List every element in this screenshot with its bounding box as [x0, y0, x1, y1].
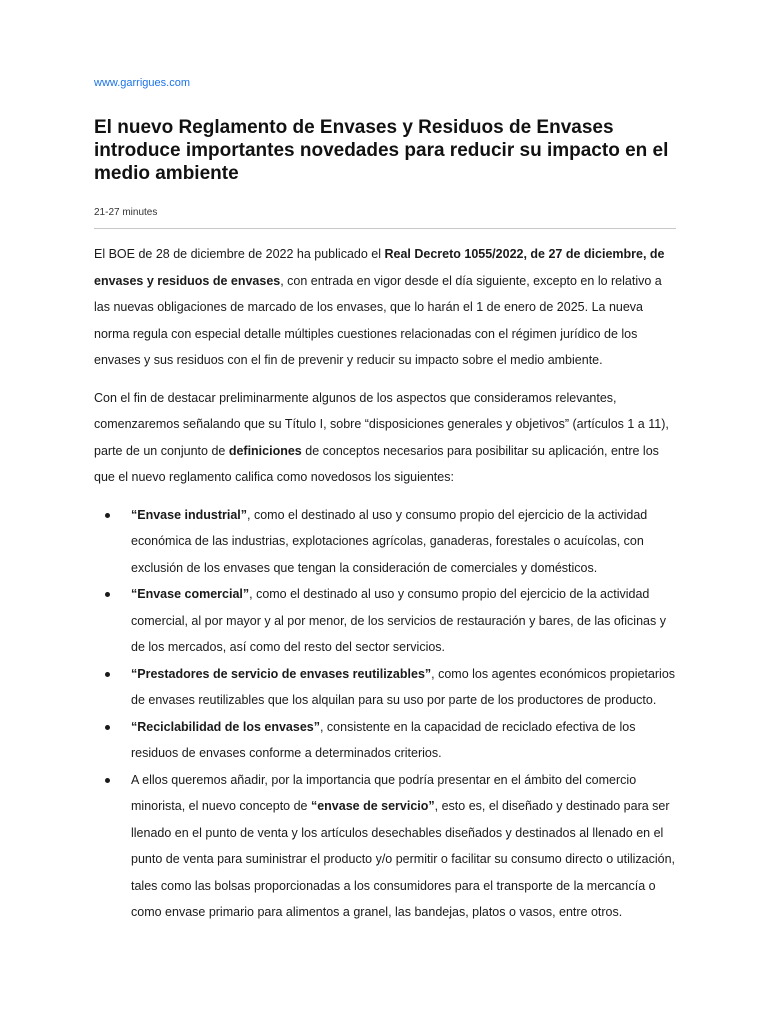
list-item [131, 767, 676, 926]
list-item-text: , como el destinado al uso y consumo propio del ejercicio de la actividad económica de las industrias, explotaciones agrícolas, ganaderas, forestales o acuícolas, con exclusión de los envases que tengan la consideración de comerciales y domésticos. [131, 507, 648, 575]
list-item-term: “Envase industrial” [131, 507, 248, 522]
list-item-text: A ellos queremos añadir, por la importancia que podría presentar en el ámbito del comercio minorista, el nuevo concepto de [131, 772, 637, 813]
list-item [131, 661, 676, 714]
list-item [131, 502, 676, 582]
divider [94, 228, 676, 229]
list-item-term: “Reciclabilidad de los envases” [131, 719, 320, 734]
definitions-term: definiciones [228, 443, 302, 458]
definitions-list [94, 502, 676, 926]
list-item-term: “envase de servicio” [310, 799, 435, 813]
list-item-term: “Envase comercial” [131, 587, 250, 601]
reading-time: 21-27 minutes [94, 207, 158, 218]
paragraph-text: Con el fin de destacar preliminarmente algunos de los aspectos que consideramos relevantes, comenzaremos señalando que su Título I, sobre “disposiciones generales y objetivos” (artículos 1 a 11), parte de un conjunto de [94, 390, 669, 458]
list-item-term: “Prestadores de servicio de envases reutilizables” [131, 666, 432, 681]
list-item-text: , como el destinado al uso y consumo propio del ejercicio de la actividad comercial, al por mayor y al por menor, de los servicios de restauración y bares, de las oficinas y de los mercados, así como del resto del sector servicios. [131, 587, 666, 654]
site-link[interactable]: www.garrigues.com [94, 77, 190, 89]
list-item-text: , esto es, el diseñado y destinado para ser llenado en el punto de venta y los artículos desechables diseñados y destinados al llenado en el punto de venta para suministrar el producto y/o permitir o facilitar su consumo directo o utilización, tales como las bolsas proporcionadas a los consumidores para el transporte de la mercancía o como envase primario para alimentos a granel, las bandejas, platos o vasos, entre otros. [131, 799, 676, 919]
paragraph-1 [94, 241, 676, 374]
decree-reference: Real Decreto 1055/2022, de 27 de diciembre, de envases y residuos de envases [94, 247, 665, 288]
page-title: El nuevo Reglamento de Envases y Residuos de Envases introduce importantes novedades para reducir su impacto en el medio ambiente [94, 117, 669, 184]
list-item [131, 581, 676, 661]
paragraph-2 [94, 385, 676, 491]
list-item [131, 714, 676, 767]
paragraph-text: , con entrada en vigor desde el día siguiente, excepto en lo relativo a las nuevas obligaciones de marcado de los envases, que lo harán el 1 de enero de 2025. La nueva norma regula con especial detalle múltiples cuestiones relacionadas con el régimen jurídico de los envases y sus residuos con el fin de prevenir y reducir su impacto sobre el medio ambiente. [94, 273, 662, 367]
article-body [94, 241, 676, 926]
paragraph-text: El BOE de 28 de diciembre de 2022 ha publicado el [94, 247, 385, 261]
list-item-text: , consistente en la capacidad de reciclado efectiva de los residuos de envases conforme a determinados criterios. [131, 719, 636, 760]
list-item-text: , como los agentes económicos propietarios de envases reutilizables que los alquilan para su uso por parte de los productores de producto. [131, 666, 676, 707]
paragraph-text: de conceptos necesarios para posibilitar su aplicación, entre los que el nuevo reglamento califica como novedosos los siguientes: [94, 443, 659, 484]
